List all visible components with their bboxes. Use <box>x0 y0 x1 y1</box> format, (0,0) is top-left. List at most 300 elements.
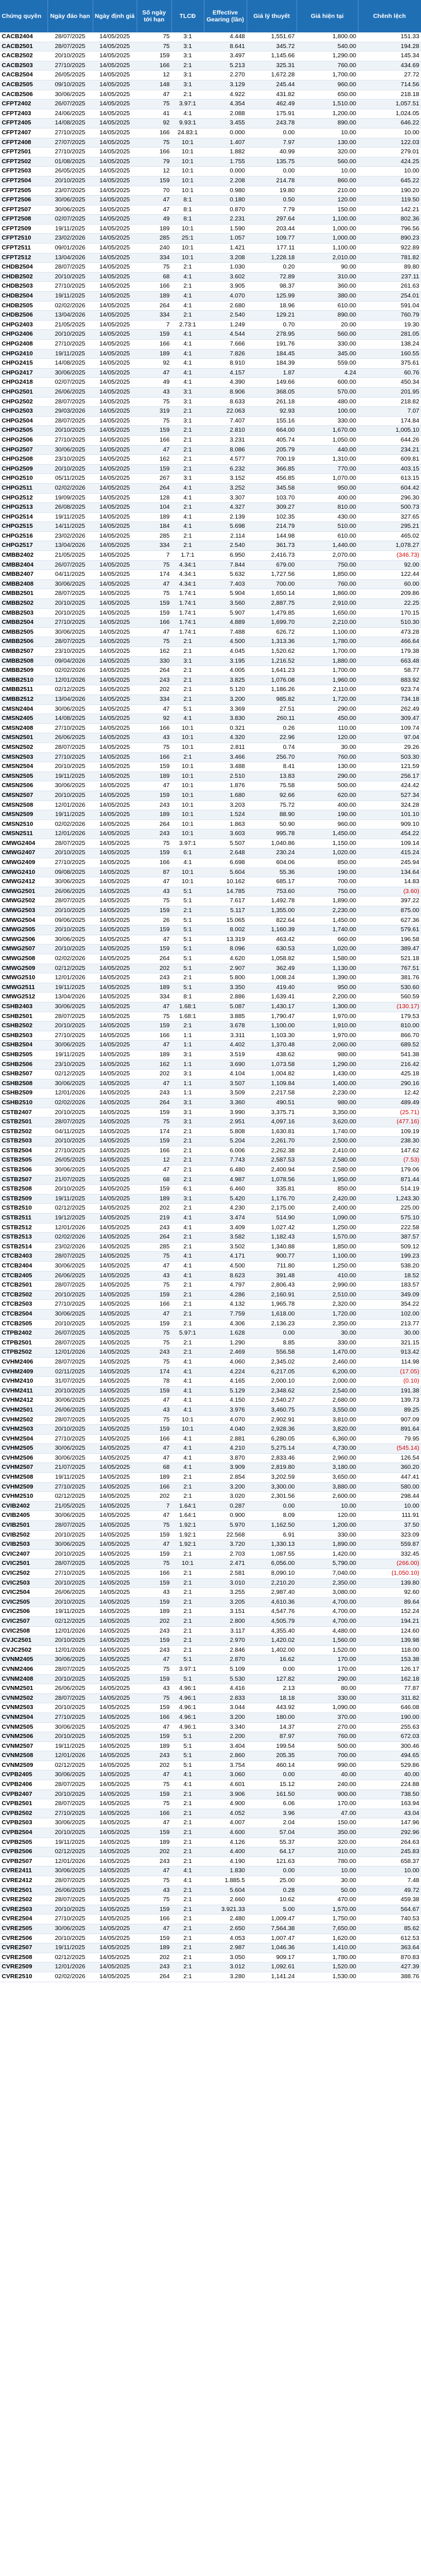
table-row <box>0 1713 421 1722</box>
effective-gearing-cell: 4.500 <box>204 1262 247 1272</box>
warrant-code-cell: CSTB2508 <box>0 1185 47 1195</box>
effective-gearing-cell: 4.052 <box>204 1809 247 1818</box>
warrant-code-cell: CVIC2407 <box>0 1549 47 1559</box>
days-to-expiry-cell: 47 <box>137 935 171 945</box>
valuation-date-cell: 14/05/2025 <box>93 1540 137 1550</box>
conversion-ratio-cell: 2:1 <box>171 1473 204 1483</box>
theoretical-price-cell: 184.39 <box>247 359 296 369</box>
current-price-cell: 450.00 <box>296 714 358 724</box>
effective-gearing-cell: 5.507 <box>204 839 247 848</box>
expiry-date-cell: 19/11/2025 <box>47 1607 93 1617</box>
valuation-date-cell: 14/05/2025 <box>93 868 137 877</box>
days-to-expiry-cell: 43 <box>137 733 171 743</box>
days-to-expiry-cell: 87 <box>137 868 171 877</box>
valuation-date-cell: 14/05/2025 <box>93 1137 137 1146</box>
current-price-cell: 850.00 <box>296 1185 358 1195</box>
difference-cell: 309.47 <box>358 714 421 724</box>
table-row <box>0 1780 421 1790</box>
table-row <box>0 1031 421 1041</box>
theoretical-price-cell: 1,630.81 <box>247 1127 296 1137</box>
conversion-ratio-cell: 10:1 <box>171 781 204 791</box>
effective-gearing-cell: 3.012 <box>204 1963 247 1972</box>
valuation-date-cell: 14/05/2025 <box>93 1924 137 1934</box>
expiry-date-cell: 02/02/2026 <box>47 1972 93 1982</box>
days-to-expiry-cell: 47 <box>137 1002 171 1012</box>
table-row <box>0 675 421 685</box>
days-to-expiry-cell: 159 <box>137 1530 171 1540</box>
difference-cell: 530.60 <box>358 983 421 993</box>
valuation-date-cell: 14/05/2025 <box>93 1021 137 1031</box>
expiry-date-cell: 30/06/2025 <box>47 1079 93 1089</box>
warrant-code-cell: CMSN2507 <box>0 791 47 800</box>
conversion-ratio-cell: 2:1 <box>171 1146 204 1156</box>
current-price-cell: 760.00 <box>296 61 358 71</box>
conversion-ratio-cell: 10:1 <box>171 791 204 800</box>
difference-cell: 139.73 <box>358 1396 421 1406</box>
valuation-date-cell: 14/05/2025 <box>93 1732 137 1742</box>
table-row <box>0 551 421 561</box>
effective-gearing-cell: 1.590 <box>204 224 247 234</box>
warrant-code-cell: CTCB2404 <box>0 1262 47 1272</box>
effective-gearing-cell: 3.519 <box>204 1050 247 1060</box>
difference-cell: 466.64 <box>358 637 421 647</box>
conversion-ratio-cell: 2:1 <box>171 685 204 695</box>
warrant-code-cell: CVPB2502 <box>0 1809 47 1818</box>
expiry-date-cell: 30/06/2025 <box>47 704 93 714</box>
current-price-cell: 850.00 <box>296 858 358 868</box>
conversion-ratio-cell: 2:1 <box>171 1616 204 1626</box>
table-row <box>0 1482 421 1492</box>
theoretical-price-cell: 985.82 <box>247 694 296 704</box>
theoretical-price-cell: 463.42 <box>247 935 296 945</box>
warrant-code-cell: CVNM2406 <box>0 1664 47 1674</box>
conversion-ratio-cell: 10:1 <box>171 224 204 234</box>
conversion-ratio-cell: 5:1 <box>171 945 204 954</box>
days-to-expiry-cell: 189 <box>137 292 171 302</box>
effective-gearing-cell: 3.602 <box>204 272 247 282</box>
valuation-date-cell: 14/05/2025 <box>93 1636 137 1646</box>
theoretical-price-cell: 2,400.94 <box>247 1166 296 1175</box>
theoretical-price-cell: 1,790.47 <box>247 1012 296 1021</box>
theoretical-price-cell: 1,430.17 <box>247 1002 296 1012</box>
expiry-date-cell: 27/10/2025 <box>47 282 93 292</box>
conversion-ratio-cell: 2:1 <box>171 1818 204 1828</box>
table-row <box>0 483 421 493</box>
expiry-date-cell: 12/01/2026 <box>47 1089 93 1098</box>
days-to-expiry-cell: 75 <box>137 1281 171 1291</box>
expiry-date-cell: 28/07/2025 <box>47 1118 93 1127</box>
expiry-date-cell: 02/12/2025 <box>47 964 93 973</box>
warrant-code-cell: CMWG2512 <box>0 993 47 1002</box>
effective-gearing-cell: 3.195 <box>204 656 247 666</box>
effective-gearing-cell: 7.407 <box>204 416 247 426</box>
valuation-date-cell: 14/05/2025 <box>93 656 137 666</box>
table-row <box>0 1425 421 1435</box>
effective-gearing-cell: 4.354 <box>204 100 247 109</box>
expiry-date-cell: 28/07/2025 <box>47 1559 93 1569</box>
effective-gearing-cell: 4.577 <box>204 455 247 465</box>
expiry-date-cell: 30/06/2025 <box>47 1540 93 1550</box>
warrant-code-cell: CVHM2504 <box>0 1434 47 1444</box>
table-row <box>0 1098 421 1108</box>
expiry-date-cell: 28/07/2025 <box>47 743 93 752</box>
theoretical-price-cell: 297.64 <box>247 215 296 225</box>
valuation-date-cell: 14/05/2025 <box>93 1482 137 1492</box>
theoretical-price-cell: 2,301.56 <box>247 1492 296 1502</box>
expiry-date-cell: 26/06/2025 <box>47 1886 93 1895</box>
difference-cell: 514.19 <box>358 1185 421 1195</box>
expiry-date-cell: 02/12/2025 <box>47 1847 93 1857</box>
valuation-date-cell: 14/05/2025 <box>93 483 137 493</box>
warrant-code-cell: CHPG2504 <box>0 416 47 426</box>
theoretical-price-cell: 19.80 <box>247 186 296 196</box>
difference-cell: 147.62 <box>358 1146 421 1156</box>
current-price-cell: 980.00 <box>296 1050 358 1060</box>
conversion-ratio-cell: 5:1 <box>171 896 204 906</box>
theoretical-price-cell: 2.13 <box>247 1684 296 1694</box>
current-price-cell: 810.00 <box>296 503 358 513</box>
table-row <box>0 1501 421 1511</box>
warrant-code-cell: CVHM2505 <box>0 1444 47 1454</box>
warrant-code-cell: CFPT2511 <box>0 244 47 253</box>
current-price-cell: 2,400.00 <box>296 1204 358 1214</box>
conversion-ratio-cell: 2:1 <box>171 1242 204 1252</box>
difference-cell: (130.17) <box>358 1002 421 1012</box>
table-row <box>0 176 421 186</box>
expiry-date-cell: 30/06/2025 <box>47 877 93 887</box>
valuation-date-cell: 14/05/2025 <box>93 1828 137 1838</box>
table-row <box>0 512 421 522</box>
conversion-ratio-cell: 2:1 <box>171 666 204 676</box>
expiry-date-cell: 20/10/2025 <box>47 272 93 282</box>
warrant-code-cell: CHPG2410 <box>0 349 47 359</box>
valuation-date-cell: 14/05/2025 <box>93 282 137 292</box>
conversion-ratio-cell: 1.74:1 <box>171 618 204 628</box>
table-row <box>0 1357 421 1367</box>
effective-gearing-cell: 4.889 <box>204 618 247 628</box>
warrant-code-cell: CVPB2407 <box>0 1789 47 1799</box>
current-price-cell: 150.00 <box>296 1818 358 1828</box>
days-to-expiry-cell: 75 <box>137 416 171 426</box>
days-to-expiry-cell: 43 <box>137 387 171 397</box>
table-row <box>0 1876 421 1886</box>
days-to-expiry-cell: 264 <box>137 1098 171 1108</box>
conversion-ratio-cell: 5:1 <box>171 1732 204 1742</box>
current-price-cell: 1,420.00 <box>296 1549 358 1559</box>
valuation-date-cell: 14/05/2025 <box>93 1127 137 1137</box>
conversion-ratio-cell: 2:1 <box>171 1127 204 1137</box>
days-to-expiry-cell: 47 <box>137 196 171 205</box>
valuation-date-cell: 14/05/2025 <box>93 119 137 128</box>
difference-cell: 450.34 <box>358 378 421 388</box>
warrant-code-cell: CSHB2508 <box>0 1079 47 1089</box>
table-row <box>0 1214 421 1223</box>
difference-cell: 767.51 <box>358 964 421 973</box>
expiry-date-cell: 29/03/2026 <box>47 407 93 417</box>
effective-gearing-cell: 5.604 <box>204 1886 247 1895</box>
theoretical-price-cell: 1,162.50 <box>247 1521 296 1531</box>
valuation-date-cell: 14/05/2025 <box>93 1271 137 1281</box>
table-row <box>0 599 421 609</box>
effective-gearing-cell: 3.280 <box>204 1972 247 1982</box>
current-price-cell: 130.00 <box>296 762 358 772</box>
warrant-code-cell: CVRE2502 <box>0 1895 47 1905</box>
theoretical-price-cell: 325.31 <box>247 61 296 71</box>
conversion-ratio-cell: 1:1 <box>171 1041 204 1050</box>
days-to-expiry-cell: 104 <box>137 503 171 513</box>
valuation-date-cell: 14/05/2025 <box>93 1530 137 1540</box>
effective-gearing-cell: 0.180 <box>204 196 247 205</box>
warrant-code-cell: CHPG2513 <box>0 503 47 513</box>
expiry-date-cell: 26/06/2025 <box>47 387 93 397</box>
warrant-code-cell: CHPG2415 <box>0 359 47 369</box>
table-row <box>0 1674 421 1684</box>
valuation-date-cell: 14/05/2025 <box>93 771 137 781</box>
days-to-expiry-cell: 75 <box>137 263 171 273</box>
valuation-date-cell: 14/05/2025 <box>93 109 137 119</box>
warrant-code-cell: CVJC2502 <box>0 1645 47 1655</box>
days-to-expiry-cell: 159 <box>137 1108 171 1118</box>
theoretical-price-cell: 443.92 <box>247 1703 296 1713</box>
days-to-expiry-cell: 75 <box>137 1329 171 1339</box>
effective-gearing-cell: 0.000 <box>204 128 247 138</box>
valuation-date-cell: 14/05/2025 <box>93 1886 137 1895</box>
days-to-expiry-cell: 47 <box>137 1079 171 1089</box>
difference-cell: 199.23 <box>358 1252 421 1262</box>
difference-cell: (0.10) <box>358 1377 421 1387</box>
table-row <box>0 474 421 484</box>
table-row <box>0 656 421 666</box>
valuation-date-cell: 14/05/2025 <box>93 1050 137 1060</box>
current-price-cell: 1,520.00 <box>296 1645 358 1655</box>
difference-cell: 415.24 <box>358 848 421 858</box>
table-row <box>0 647 421 657</box>
conversion-ratio-cell: 2:1 <box>171 1607 204 1617</box>
theoretical-price-cell: 2,136.23 <box>247 1319 296 1329</box>
days-to-expiry-cell: 285 <box>137 1242 171 1252</box>
warrant-code-cell: CMWG2409 <box>0 858 47 868</box>
expiry-date-cell: 27/10/2025 <box>47 1809 93 1818</box>
table-row <box>0 330 421 340</box>
valuation-date-cell: 14/05/2025 <box>93 925 137 935</box>
days-to-expiry-cell: 243 <box>137 973 171 983</box>
expiry-date-cell: 02/12/2025 <box>47 1492 93 1502</box>
effective-gearing-cell: 7.759 <box>204 1309 247 1319</box>
warrant-code-cell: CVPB2503 <box>0 1818 47 1828</box>
effective-gearing-cell: 0.321 <box>204 723 247 733</box>
effective-gearing-cell: 3.117 <box>204 1626 247 1636</box>
expiry-date-cell: 30/06/2025 <box>47 1041 93 1050</box>
effective-gearing-cell: 4.060 <box>204 1357 247 1367</box>
difference-cell: 473.28 <box>358 627 421 637</box>
conversion-ratio-cell: 3:1 <box>171 397 204 407</box>
table-row <box>0 215 421 225</box>
theoretical-price-cell: 27.51 <box>247 704 296 714</box>
table-row <box>0 1089 421 1098</box>
days-to-expiry-cell: 202 <box>137 685 171 695</box>
valuation-date-cell: 14/05/2025 <box>93 1070 137 1079</box>
conversion-ratio-cell: 8:1 <box>171 993 204 1002</box>
theoretical-price-cell: 230.24 <box>247 848 296 858</box>
difference-cell: 89.64 <box>358 1597 421 1607</box>
valuation-date-cell: 14/05/2025 <box>93 666 137 676</box>
expiry-date-cell: 28/07/2025 <box>47 1780 93 1790</box>
effective-gearing-cell: 1.407 <box>204 138 247 148</box>
difference-cell: 296.30 <box>358 493 421 503</box>
days-to-expiry-cell: 166 <box>137 752 171 762</box>
current-price-cell: 1,700.00 <box>296 71 358 80</box>
current-price-cell: 960.00 <box>296 80 358 90</box>
conversion-ratio-cell: 2:1 <box>171 311 204 321</box>
effective-gearing-cell: 4.402 <box>204 1041 247 1050</box>
table-row <box>0 1693 421 1703</box>
table-row <box>0 1194 421 1204</box>
days-to-expiry-cell: 166 <box>137 1482 171 1492</box>
current-price-cell: 700.00 <box>296 1751 358 1761</box>
difference-cell: 43.04 <box>358 1809 421 1818</box>
warrant-code-cell: CVHM2406 <box>0 1357 47 1367</box>
effective-gearing-cell: 3.060 <box>204 1770 247 1780</box>
theoretical-price-cell: 3,375.71 <box>247 1108 296 1118</box>
expiry-date-cell: 02/02/2026 <box>47 820 93 829</box>
conversion-ratio-cell: 4:1 <box>171 1367 204 1377</box>
warrant-code-cell: CVRE2503 <box>0 1905 47 1914</box>
expiry-date-cell: 27/10/2025 <box>47 435 93 445</box>
theoretical-price-cell: 25.00 <box>247 1876 296 1886</box>
table-row <box>0 608 421 618</box>
conversion-ratio-cell: 1.92:1 <box>171 1530 204 1540</box>
expiry-date-cell: 20/10/2025 <box>47 330 93 340</box>
table-row <box>0 791 421 800</box>
current-price-cell: 30.00 <box>296 1876 358 1886</box>
effective-gearing-cell: 3.497 <box>204 52 247 61</box>
difference-cell: 109.19 <box>358 1127 421 1137</box>
current-price-cell: 1,720.00 <box>296 1309 358 1319</box>
expiry-date-cell: 02/12/2025 <box>47 1953 93 1963</box>
days-to-expiry-cell: 202 <box>137 1761 171 1770</box>
current-price-cell: 2,580.00 <box>296 1166 358 1175</box>
effective-gearing-cell: 3.231 <box>204 435 247 445</box>
difference-cell: 60.76 <box>358 368 421 378</box>
valuation-date-cell: 14/05/2025 <box>93 1626 137 1636</box>
warrant-code-cell: CMWG2502 <box>0 896 47 906</box>
warrant-code-cell: CMSN2405 <box>0 714 47 724</box>
days-to-expiry-cell: 75 <box>137 32 171 42</box>
conversion-ratio-cell: 10:1 <box>171 868 204 877</box>
warrant-code-cell: CVRE2508 <box>0 1953 47 1963</box>
warrant-code-cell: CVHM2503 <box>0 1425 47 1435</box>
effective-gearing-cell: 2.650 <box>204 1924 247 1934</box>
difference-cell: 12.42 <box>358 1089 421 1098</box>
days-to-expiry-cell: 174 <box>137 1367 171 1377</box>
conversion-ratio-cell: 10:1 <box>171 253 204 263</box>
current-price-cell: 80.00 <box>296 1684 358 1694</box>
theoretical-price-cell: 109.77 <box>247 234 296 244</box>
conversion-ratio-cell: 3:1 <box>171 1108 204 1118</box>
theoretical-price-cell: 345.72 <box>247 42 296 52</box>
conversion-ratio-cell: 10:1 <box>171 157 204 167</box>
difference-cell: 279.01 <box>358 148 421 157</box>
warrant-code-cell: CMWG2510 <box>0 973 47 983</box>
table-row <box>0 637 421 647</box>
warrant-code-cell: CVRE2504 <box>0 1914 47 1924</box>
table-row <box>0 1242 421 1252</box>
difference-cell: 179.38 <box>358 647 421 657</box>
effective-gearing-cell: 2.581 <box>204 1569 247 1579</box>
effective-gearing-cell: 5.907 <box>204 608 247 618</box>
conversion-ratio-cell: 8:1 <box>171 196 204 205</box>
col-conversion-ratio-header: TLCĐ <box>171 0 204 32</box>
table-row <box>0 186 421 196</box>
table-row <box>0 1156 421 1166</box>
warrant-code-cell: CMBB2506 <box>0 637 47 647</box>
effective-gearing-cell: 4.390 <box>204 378 247 388</box>
expiry-date-cell: 26/06/2025 <box>47 733 93 743</box>
expiry-date-cell: 13/04/2026 <box>47 541 93 551</box>
table-row <box>0 1626 421 1636</box>
effective-gearing-cell: 2.139 <box>204 512 247 522</box>
valuation-date-cell: 14/05/2025 <box>93 503 137 513</box>
conversion-ratio-cell: 3:1 <box>171 1194 204 1204</box>
warrant-code-cell: CMBB2508 <box>0 656 47 666</box>
days-to-expiry-cell: 159 <box>137 1425 171 1435</box>
table-row <box>0 263 421 273</box>
difference-cell: 403.15 <box>358 464 421 474</box>
theoretical-price-cell: 460.14 <box>247 1761 296 1770</box>
warrant-code-cell: CMSN2505 <box>0 771 47 781</box>
expiry-date-cell: 21/05/2025 <box>47 1501 93 1511</box>
days-to-expiry-cell: 166 <box>137 1713 171 1722</box>
days-to-expiry-cell: 202 <box>137 1492 171 1502</box>
effective-gearing-cell: 3.151 <box>204 1607 247 1617</box>
expiry-date-cell: 23/02/2026 <box>47 234 93 244</box>
warrant-code-cell: CTCB2504 <box>0 1309 47 1319</box>
warrant-code-cell: CSHB2507 <box>0 1070 47 1079</box>
valuation-date-cell: 14/05/2025 <box>93 1098 137 1108</box>
current-price-cell: 960.00 <box>296 820 358 829</box>
days-to-expiry-cell: 47 <box>137 1722 171 1732</box>
valuation-date-cell: 14/05/2025 <box>93 272 137 282</box>
expiry-date-cell: 30/06/2025 <box>47 205 93 215</box>
difference-cell: 22.25 <box>358 599 421 609</box>
expiry-date-cell: 30/06/2025 <box>47 1309 93 1319</box>
theoretical-price-cell: 685.17 <box>247 877 296 887</box>
conversion-ratio-cell: 4:1 <box>171 330 204 340</box>
days-to-expiry-cell: 159 <box>137 1636 171 1646</box>
days-to-expiry-cell: 202 <box>137 1953 171 1963</box>
difference-cell: 60.00 <box>358 579 421 589</box>
days-to-expiry-cell: 47 <box>137 1041 171 1050</box>
warrant-code-cell: CSHB2506 <box>0 1060 47 1070</box>
current-price-cell: 310.00 <box>296 272 358 282</box>
difference-cell: 264.63 <box>358 1838 421 1847</box>
current-price-cell: 190.00 <box>296 810 358 820</box>
theoretical-price-cell: 3,300.00 <box>247 1482 296 1492</box>
current-price-cell: 330.00 <box>296 1693 358 1703</box>
difference-cell: 604.42 <box>358 483 421 493</box>
expiry-date-cell: 28/07/2025 <box>47 416 93 426</box>
difference-cell: 49.72 <box>358 1886 421 1895</box>
conversion-ratio-cell: 2:1 <box>171 1789 204 1799</box>
days-to-expiry-cell: 7 <box>137 551 171 561</box>
warrant-code-cell: CMWG2509 <box>0 964 47 973</box>
warrant-code-cell: CTCB2501 <box>0 1281 47 1291</box>
theoretical-price-cell: 144.98 <box>247 531 296 541</box>
effective-gearing-cell: 7.488 <box>204 627 247 637</box>
warrant-code-cell: CVIB2402 <box>0 1501 47 1511</box>
warrant-code-cell: CVNM2502 <box>0 1693 47 1703</box>
theoretical-price-cell: 2,160.91 <box>247 1290 296 1300</box>
